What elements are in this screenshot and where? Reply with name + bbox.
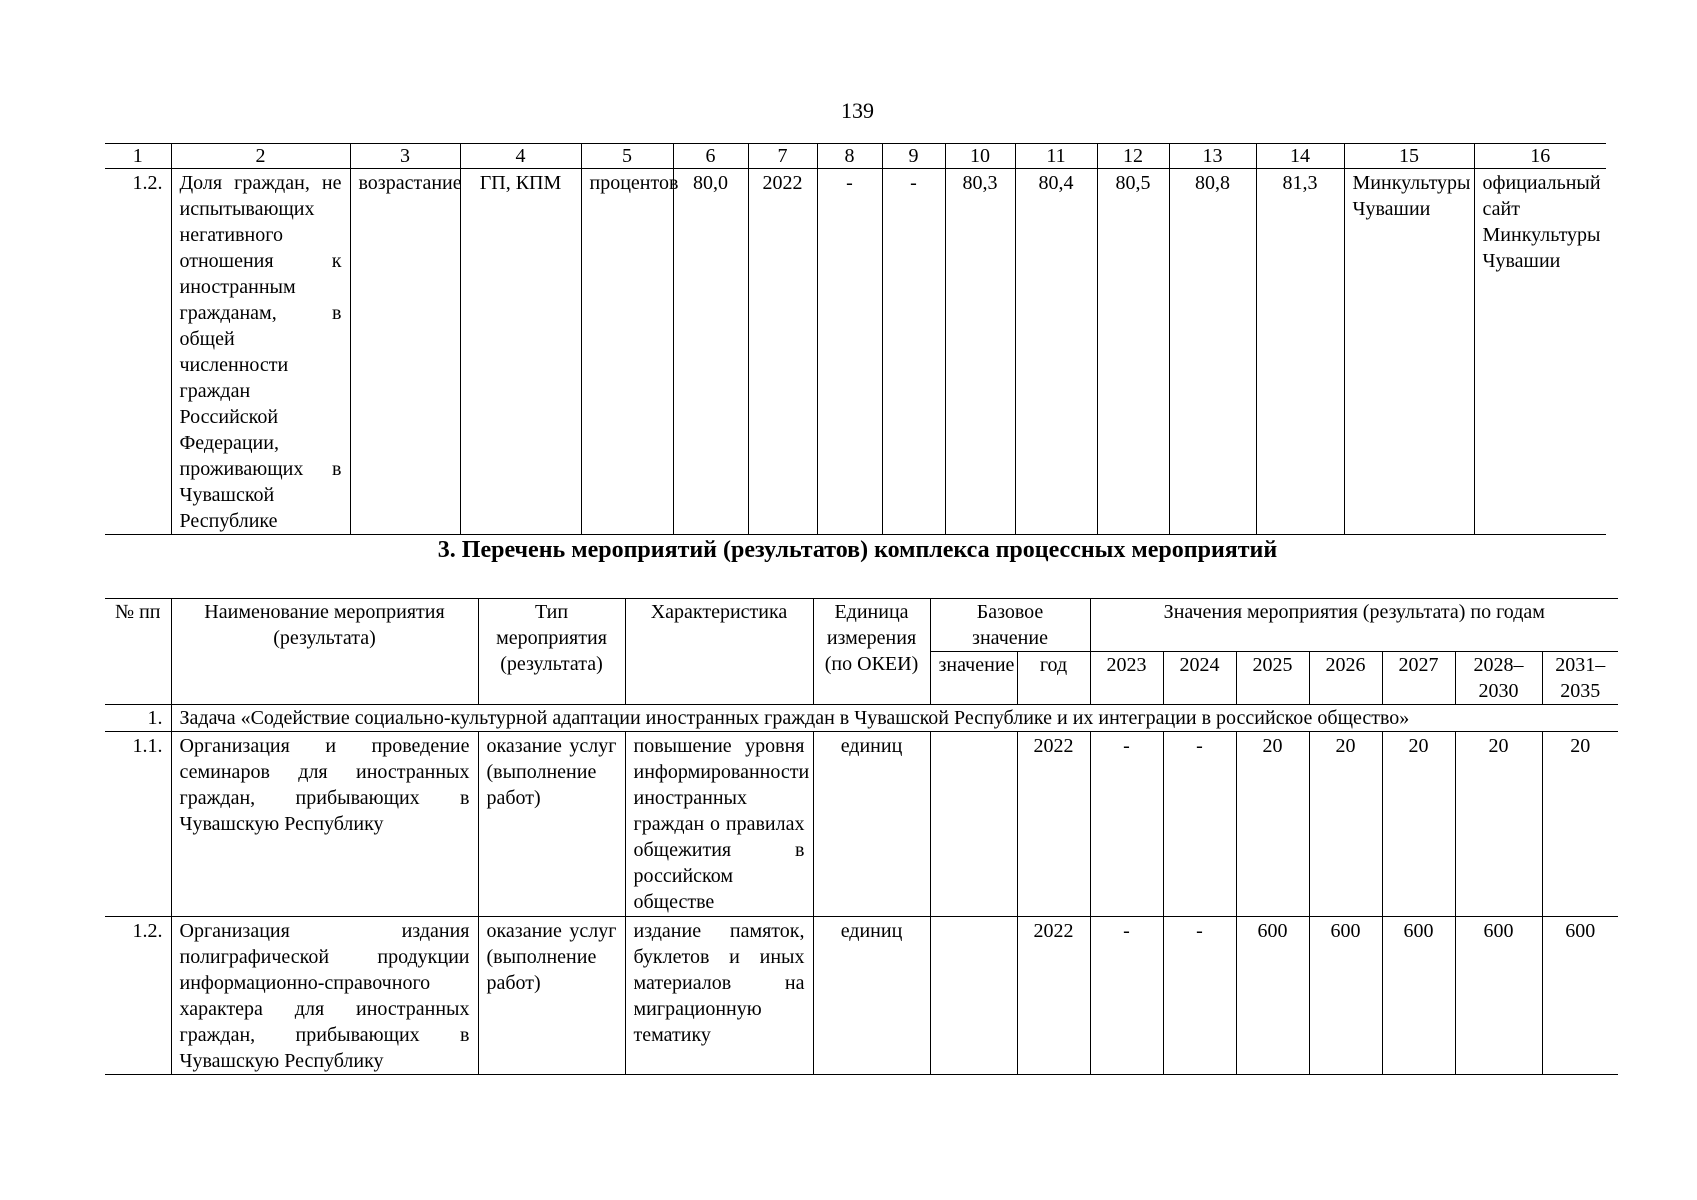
column-number: 2 <box>171 144 350 169</box>
header-characteristic: Характеристика <box>625 599 813 705</box>
header-year: 2025 <box>1236 652 1309 705</box>
column-number: 1 <box>105 144 171 169</box>
value-cell: - <box>1163 732 1236 917</box>
page-number: 139 <box>841 98 874 123</box>
task-number: 1. <box>105 705 171 732</box>
value-cell: 20 <box>1309 732 1382 917</box>
value-cell: 20 <box>1455 732 1542 917</box>
header-year: 2028–2030 <box>1455 652 1542 705</box>
indicators-table <box>105 143 1606 535</box>
table-row <box>105 917 1618 1075</box>
header-row <box>105 599 1618 652</box>
indicator-name: Доля граждан, не испытывающих негативного отношения к иностранным гражданам, в общей численности граждан Российской Федерации, проживающих в Чувашской Республике <box>171 169 350 535</box>
value-cell: 20 <box>1542 732 1618 917</box>
indicator-unit: процентов <box>581 169 673 535</box>
value-cell: - <box>1090 917 1163 1075</box>
base-year: 2022 <box>748 169 817 535</box>
column-number: 8 <box>817 144 882 169</box>
task-text: Задача «Содействие социально-культурной адаптации иностранных граждан в Чувашской Республике и их интеграции в российское общество» <box>171 705 1618 732</box>
value-cell: 80,4 <box>1015 169 1097 535</box>
base-year: 2022 <box>1017 732 1090 917</box>
activity-type: оказание услуг (выполнение работ) <box>478 732 625 917</box>
value-cell: 600 <box>1382 917 1455 1075</box>
responsible-executor: Минкультуры Чувашии <box>1344 169 1474 535</box>
base-value: 80,0 <box>673 169 748 535</box>
value-cell: - <box>882 169 945 535</box>
header-num: № пп <box>105 599 171 705</box>
header-year: 2026 <box>1309 652 1382 705</box>
table-row <box>105 732 1618 917</box>
activity-name: Организация издания полиграфической продукции информационно-справочного характера для иностранных граждан, прибывающих в Чувашскую Республику <box>171 917 478 1075</box>
header-year: 2031–2035 <box>1542 652 1618 705</box>
activity-unit: единиц <box>813 917 930 1075</box>
column-number: 11 <box>1015 144 1097 169</box>
value-cell: - <box>817 169 882 535</box>
column-number: 3 <box>350 144 460 169</box>
value-cell: 600 <box>1542 917 1618 1075</box>
indicator-trend: возрастание <box>350 169 460 535</box>
activity-characteristic: издание памяток, буклетов и иных материалов на миграционную тематику <box>625 917 813 1075</box>
column-number: 4 <box>460 144 581 169</box>
information-source: официальный сайт Минкультуры Чувашии <box>1474 169 1606 535</box>
column-number: 7 <box>748 144 817 169</box>
value-cell: 81,3 <box>1256 169 1344 535</box>
column-number-row <box>105 144 1606 169</box>
column-number: 9 <box>882 144 945 169</box>
header-year: 2023 <box>1090 652 1163 705</box>
column-number: 13 <box>1169 144 1256 169</box>
header-values-by-year: Значения мероприятия (результата) по годам <box>1090 599 1618 652</box>
activity-type: оказание услуг (выполнение работ) <box>478 917 625 1075</box>
column-number: 6 <box>673 144 748 169</box>
header-unit: Единица измерения (по ОКЕИ) <box>813 599 930 705</box>
value-cell: 20 <box>1236 732 1309 917</box>
header-year: 2027 <box>1382 652 1455 705</box>
activities-table <box>105 598 1618 1075</box>
header-year: 2024 <box>1163 652 1236 705</box>
column-number: 12 <box>1097 144 1169 169</box>
value-cell: 80,3 <box>945 169 1015 535</box>
value-cell: 80,5 <box>1097 169 1169 535</box>
indicator-level: ГП, КПМ <box>460 169 581 535</box>
column-number: 10 <box>945 144 1015 169</box>
header-base: Базовое значение <box>930 599 1090 652</box>
row-number: 1.1. <box>105 732 171 917</box>
value-cell: 600 <box>1236 917 1309 1075</box>
value-cell: - <box>1090 732 1163 917</box>
header-type: Тип мероприятия (результата) <box>478 599 625 705</box>
value-cell: 600 <box>1309 917 1382 1075</box>
column-number: 14 <box>1256 144 1344 169</box>
base-year: 2022 <box>1017 917 1090 1075</box>
column-number: 5 <box>581 144 673 169</box>
value-cell: - <box>1163 917 1236 1075</box>
row-number: 1.2. <box>105 169 171 535</box>
column-number: 15 <box>1344 144 1474 169</box>
base-value <box>930 917 1017 1075</box>
value-cell: 80,8 <box>1169 169 1256 535</box>
base-value <box>930 732 1017 917</box>
value-cell: 20 <box>1382 732 1455 917</box>
activity-characteristic: повышение уровня информированности иностранных граждан о правилах общежития в российском обществе <box>625 732 813 917</box>
activity-unit: единиц <box>813 732 930 917</box>
table-row <box>105 169 1606 535</box>
row-number: 1.2. <box>105 917 171 1075</box>
header-name: Наименование мероприятия (результата) <box>171 599 478 705</box>
section-title: 3. Перечень мероприятий (результатов) комплекса процессных мероприятий <box>437 537 1278 563</box>
header-base-year: год <box>1017 652 1090 705</box>
header-base-value: значение <box>930 652 1017 705</box>
task-row <box>105 705 1618 732</box>
value-cell: 600 <box>1455 917 1542 1075</box>
column-number: 16 <box>1474 144 1606 169</box>
activity-name: Организация и проведение семинаров для иностранных граждан, прибывающих в Чувашскую Республику <box>171 732 478 917</box>
